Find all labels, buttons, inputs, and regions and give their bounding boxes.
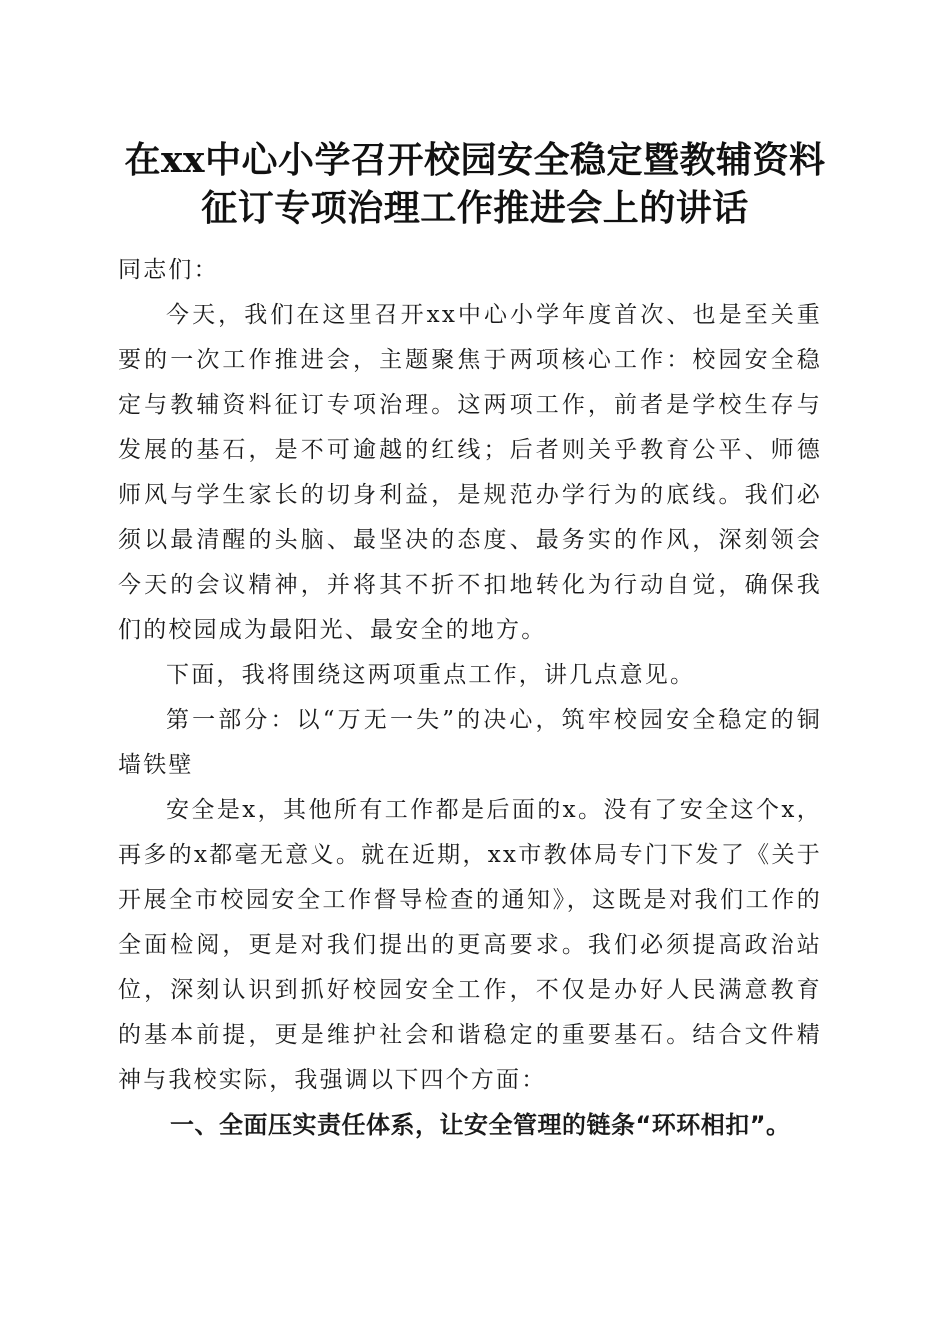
paragraph-outline: 下面，我将围绕这两项重点工作，讲几点意见。 xyxy=(166,662,696,688)
document-title xyxy=(110,136,840,232)
section-one-heading: 一、全面压实责任体系，让安全管理的链条“环环相扣”。 xyxy=(170,1111,791,1139)
title-line-1: 在xx中心小学召开校园安全稳定暨教辅资料 xyxy=(124,139,826,181)
title-line-2: 征订专项治理工作推进会上的讲话 xyxy=(201,187,749,229)
part-one-heading: 第一部分：以“万无一失”的决心，筑牢校园安全稳定的铜墙铁壁 xyxy=(118,707,822,778)
document-body xyxy=(118,248,822,1148)
salutation: 同志们： xyxy=(118,257,219,283)
paragraph-opening: 今天，我们在这里召开xx中心小学年度首次、也是至关重要的一次工作推进会，主题聚焦于两项核心工作：校园安全稳定与教辅资料征订专项治理。这两项工作，前者是学校生存与发展的基石，是不可逾越的红线；后者则关乎教育公平、师德师风与学生家长的切身利益，是规范办学行为的底线。我们必须以最清醒的头脑、最坚决的态度、最务实的作风，深刻领会今天的会议精神，并将其不折不扣地转化为行动自觉，确保我们的校园成为最阳光、最安全的地方。 xyxy=(118,302,822,643)
paragraph-part-one: 安全是x，其他所有工作都是后面的x。没有了安全这个x，再多的x都毫无意义。就在近期，xx市教体局专门下发了《关于开展全市校园安全工作督导检查的通知》，这既是对我们工作的全面检阅，更是对我们提出的更高要求。我们必须提高政治站位，深刻认识到抓好校园安全工作，不仅是办好人民满意教育的基本前提，更是维护社会和谐稳定的重要基石。结合文件精神与我校实际，我强调以下四个方面： xyxy=(118,797,822,1093)
